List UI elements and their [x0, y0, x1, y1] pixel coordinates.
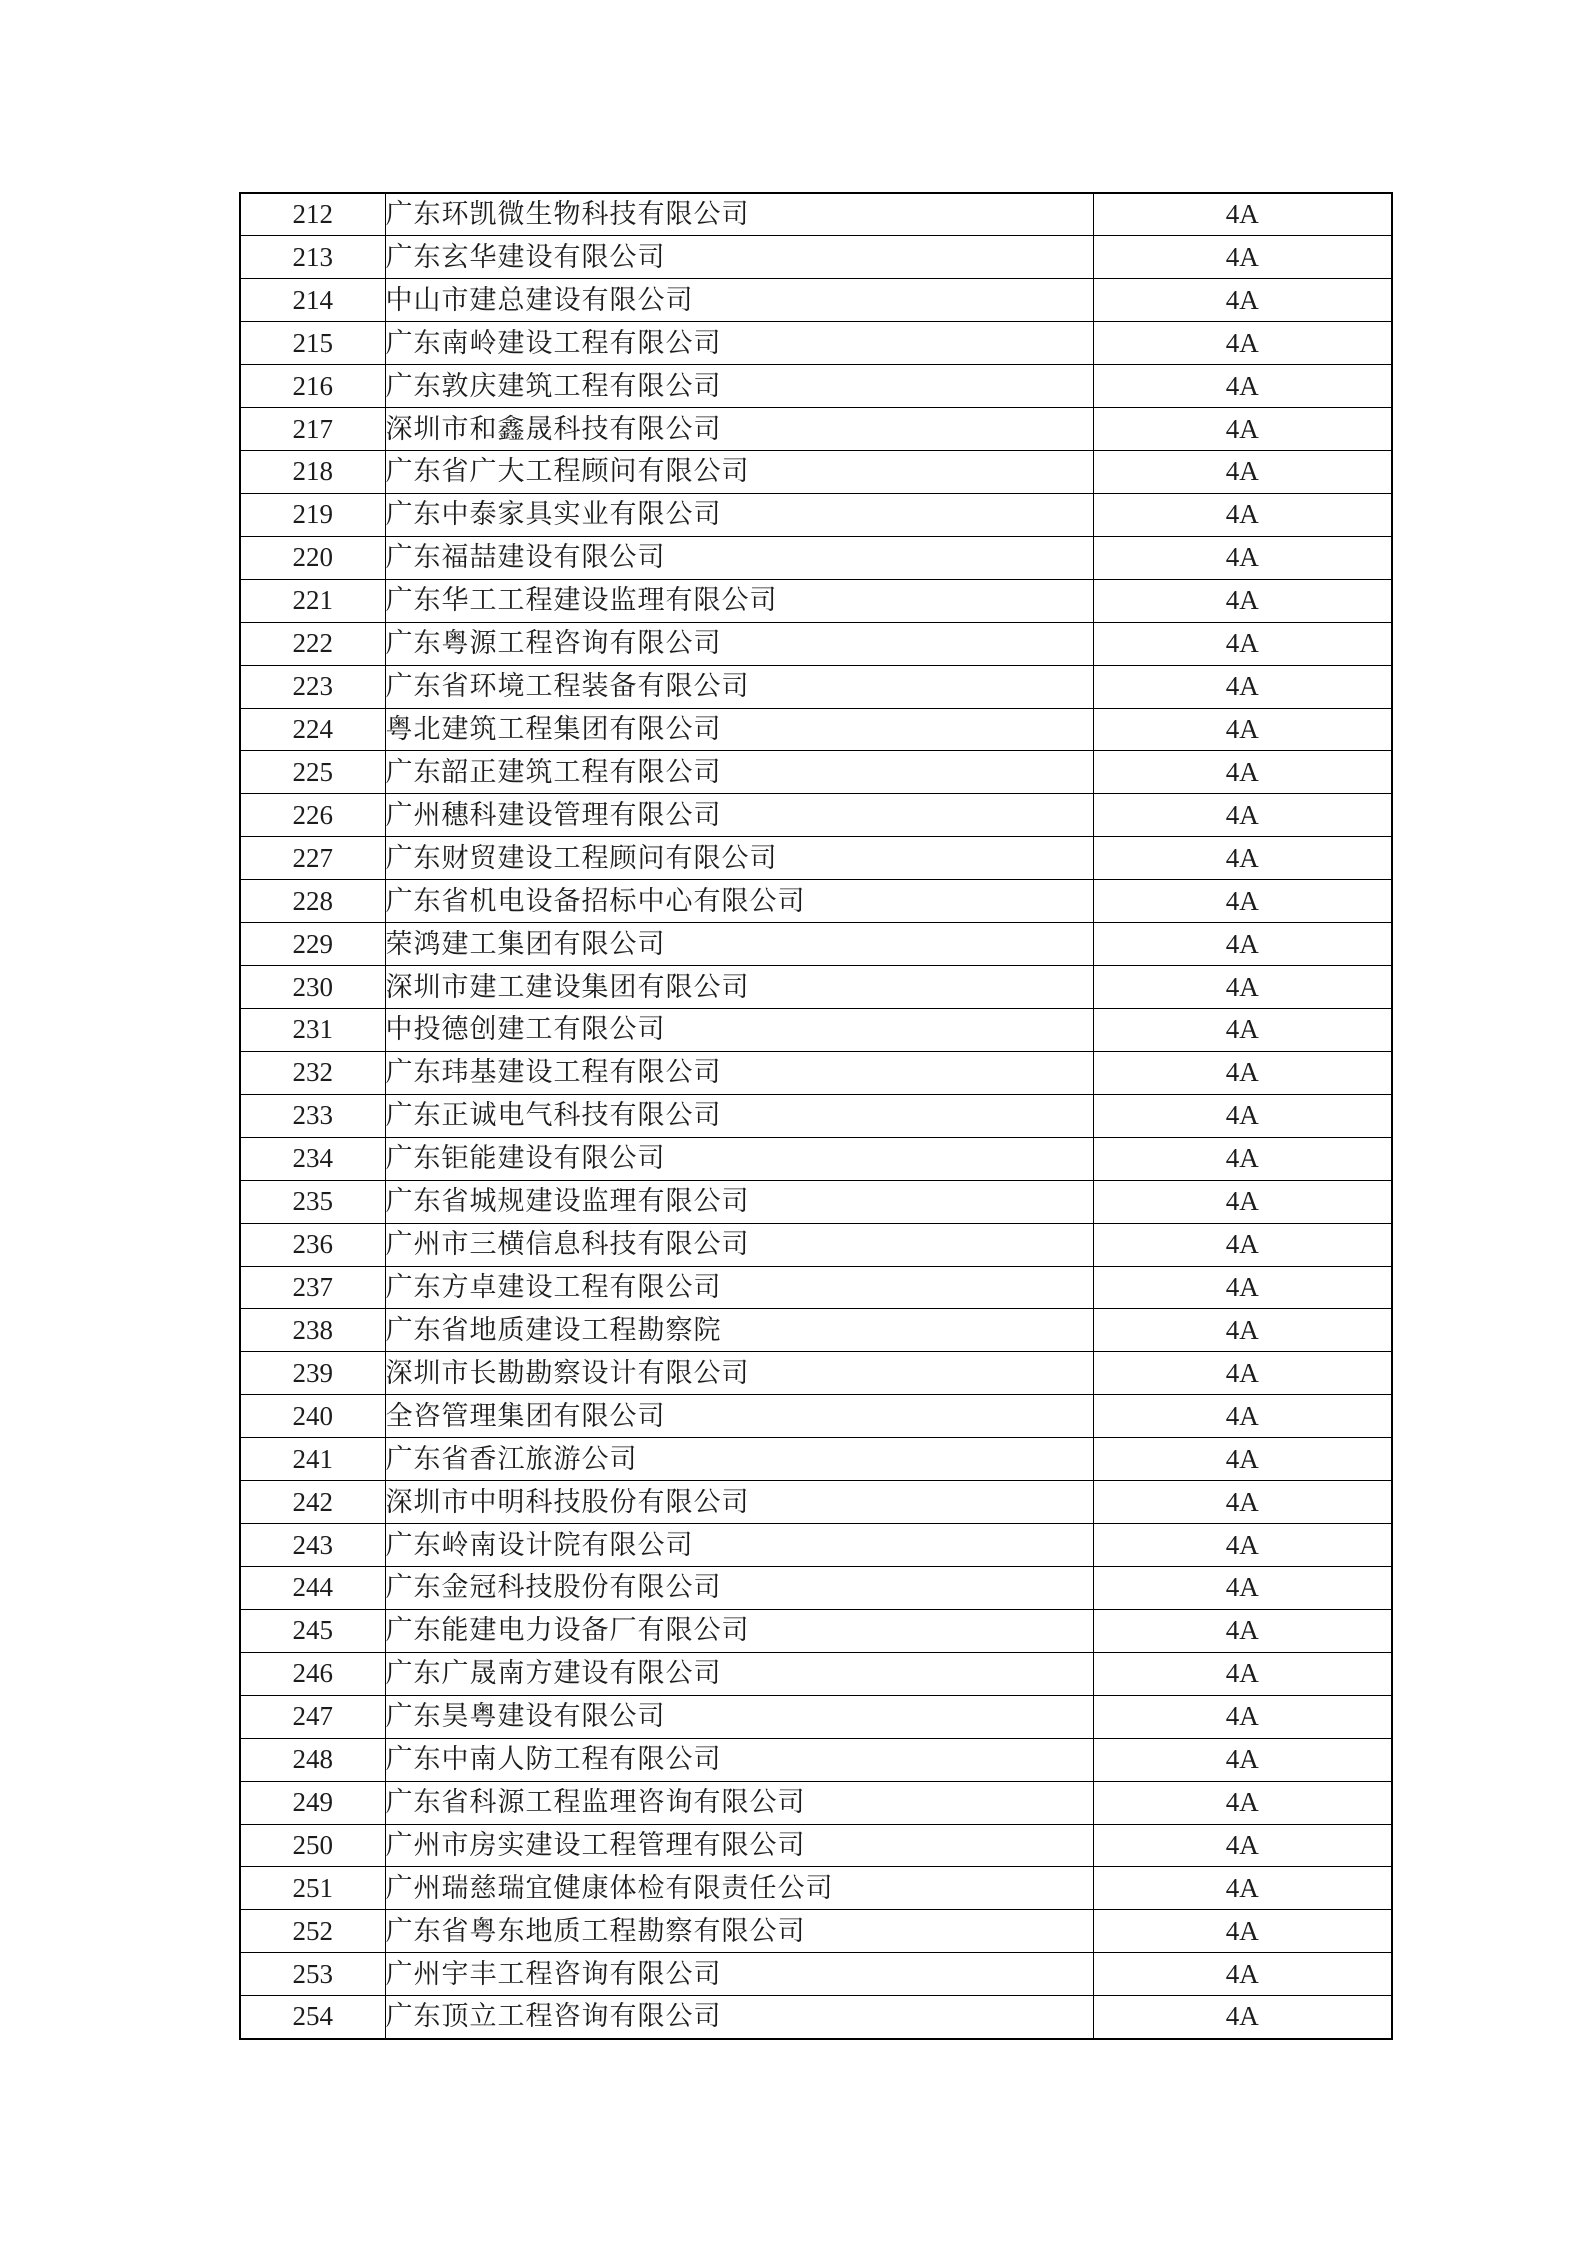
- table-row: [240, 279, 1392, 322]
- rating-value: 4A: [1093, 708, 1392, 751]
- table-row: [240, 1009, 1392, 1052]
- rating-value: 4A: [1093, 1223, 1392, 1266]
- table-row: [240, 1481, 1392, 1524]
- row-number: 217: [240, 408, 385, 451]
- company-name: 广东环凯微生物科技有限公司: [385, 193, 1093, 236]
- company-name: 广东南岭建设工程有限公司: [385, 322, 1093, 365]
- rating-value: 4A: [1093, 1094, 1392, 1137]
- table-row: [240, 236, 1392, 279]
- company-name: 广东华工工程建设监理有限公司: [385, 579, 1093, 622]
- rating-value: 4A: [1093, 665, 1392, 708]
- rating-value: 4A: [1093, 1009, 1392, 1052]
- row-number: 218: [240, 451, 385, 494]
- table-row: [240, 1137, 1392, 1180]
- table-row: [240, 1910, 1392, 1953]
- table-row: [240, 1266, 1392, 1309]
- table-row: [240, 1609, 1392, 1652]
- rating-value: 4A: [1093, 1567, 1392, 1610]
- row-number: 220: [240, 536, 385, 579]
- table-row: [240, 1824, 1392, 1867]
- row-number: 235: [240, 1180, 385, 1223]
- table-row: [240, 1094, 1392, 1137]
- company-name: 广州瑞慈瑞宜健康体检有限责任公司: [385, 1867, 1093, 1910]
- rating-value: 4A: [1093, 579, 1392, 622]
- table-row: [240, 966, 1392, 1009]
- company-name: 广东省机电设备招标中心有限公司: [385, 880, 1093, 923]
- rating-value: 4A: [1093, 1481, 1392, 1524]
- row-number: 215: [240, 322, 385, 365]
- row-number: 243: [240, 1524, 385, 1567]
- company-name: 广东昊粤建设有限公司: [385, 1695, 1093, 1738]
- company-name: 广东金冠科技股份有限公司: [385, 1567, 1093, 1610]
- row-number: 238: [240, 1309, 385, 1352]
- row-number: 246: [240, 1652, 385, 1695]
- table-row: [240, 365, 1392, 408]
- rating-value: 4A: [1093, 408, 1392, 451]
- row-number: 213: [240, 236, 385, 279]
- table-row: [240, 1180, 1392, 1223]
- table-row: [240, 1738, 1392, 1781]
- company-name: 广东韶正建筑工程有限公司: [385, 751, 1093, 794]
- company-name: 深圳市建工建设集团有限公司: [385, 966, 1093, 1009]
- company-name: 深圳市中明科技股份有限公司: [385, 1481, 1093, 1524]
- company-name: 粤北建筑工程集团有限公司: [385, 708, 1093, 751]
- company-name: 中山市建总建设有限公司: [385, 279, 1093, 322]
- table-row: [240, 622, 1392, 665]
- row-number: 237: [240, 1266, 385, 1309]
- rating-value: 4A: [1093, 1953, 1392, 1996]
- row-number: 224: [240, 708, 385, 751]
- company-name: 广东岭南设计院有限公司: [385, 1524, 1093, 1567]
- rating-value: 4A: [1093, 1996, 1392, 2039]
- table-row: [240, 1867, 1392, 1910]
- row-number: 221: [240, 579, 385, 622]
- company-name: 广东财贸建设工程顾问有限公司: [385, 837, 1093, 880]
- rating-value: 4A: [1093, 1738, 1392, 1781]
- row-number: 252: [240, 1910, 385, 1953]
- rating-value: 4A: [1093, 1910, 1392, 1953]
- row-number: 232: [240, 1051, 385, 1094]
- company-name: 广东省粤东地质工程勘察有限公司: [385, 1910, 1093, 1953]
- company-name: 广东省地质建设工程勘察院: [385, 1309, 1093, 1352]
- table-row: [240, 1438, 1392, 1481]
- table-row: [240, 451, 1392, 494]
- rating-value: 4A: [1093, 1309, 1392, 1352]
- row-number: 249: [240, 1781, 385, 1824]
- rating-value: 4A: [1093, 193, 1392, 236]
- company-name: 广东粤源工程咨询有限公司: [385, 622, 1093, 665]
- rating-value: 4A: [1093, 1824, 1392, 1867]
- table-row: [240, 665, 1392, 708]
- rating-value: 4A: [1093, 1395, 1392, 1438]
- table-row: [240, 923, 1392, 966]
- rating-value: 4A: [1093, 1438, 1392, 1481]
- row-number: 233: [240, 1094, 385, 1137]
- row-number: 244: [240, 1567, 385, 1610]
- company-name: 广州穗科建设管理有限公司: [385, 794, 1093, 837]
- row-number: 225: [240, 751, 385, 794]
- rating-value: 4A: [1093, 236, 1392, 279]
- company-name: 广东省环境工程装备有限公司: [385, 665, 1093, 708]
- table-row: [240, 1652, 1392, 1695]
- company-name: 深圳市长勘勘察设计有限公司: [385, 1352, 1093, 1395]
- rating-value: 4A: [1093, 1524, 1392, 1567]
- rating-value: 4A: [1093, 880, 1392, 923]
- table-row: [240, 1567, 1392, 1610]
- rating-value: 4A: [1093, 837, 1392, 880]
- company-name: 广东省广大工程顾问有限公司: [385, 451, 1093, 494]
- company-name: 广东玮基建设工程有限公司: [385, 1051, 1093, 1094]
- rating-value: 4A: [1093, 1352, 1392, 1395]
- company-name: 广东方卓建设工程有限公司: [385, 1266, 1093, 1309]
- company-name: 广东正诚电气科技有限公司: [385, 1094, 1093, 1137]
- company-rating-table: [239, 192, 1393, 2040]
- table-row: [240, 1395, 1392, 1438]
- table-row: [240, 1524, 1392, 1567]
- rating-value: 4A: [1093, 536, 1392, 579]
- row-number: 254: [240, 1996, 385, 2039]
- table-row: [240, 794, 1392, 837]
- table-row: [240, 493, 1392, 536]
- row-number: 245: [240, 1609, 385, 1652]
- table-row: [240, 1309, 1392, 1352]
- row-number: 236: [240, 1223, 385, 1266]
- rating-value: 4A: [1093, 1695, 1392, 1738]
- rating-value: 4A: [1093, 1652, 1392, 1695]
- row-number: 247: [240, 1695, 385, 1738]
- company-name: 广州市三横信息科技有限公司: [385, 1223, 1093, 1266]
- row-number: 253: [240, 1953, 385, 1996]
- company-name: 广东顶立工程咨询有限公司: [385, 1996, 1093, 2039]
- table-row: [240, 322, 1392, 365]
- table-row: [240, 837, 1392, 880]
- row-number: 234: [240, 1137, 385, 1180]
- rating-value: 4A: [1093, 966, 1392, 1009]
- table-row: [240, 1695, 1392, 1738]
- rating-value: 4A: [1093, 794, 1392, 837]
- company-name: 广东钜能建设有限公司: [385, 1137, 1093, 1180]
- table-row: [240, 751, 1392, 794]
- company-name: 荣鸿建工集团有限公司: [385, 923, 1093, 966]
- rating-value: 4A: [1093, 1266, 1392, 1309]
- row-number: 230: [240, 966, 385, 1009]
- company-name: 广东省科源工程监理咨询有限公司: [385, 1781, 1093, 1824]
- rating-value: 4A: [1093, 622, 1392, 665]
- table-body: [240, 193, 1392, 2039]
- rating-value: 4A: [1093, 1609, 1392, 1652]
- company-name: 广东能建电力设备厂有限公司: [385, 1609, 1093, 1652]
- company-name: 中投德创建工有限公司: [385, 1009, 1093, 1052]
- rating-value: 4A: [1093, 751, 1392, 794]
- rating-value: 4A: [1093, 923, 1392, 966]
- row-number: 242: [240, 1481, 385, 1524]
- company-name: 广东玄华建设有限公司: [385, 236, 1093, 279]
- table-row: [240, 1051, 1392, 1094]
- company-name: 广东中南人防工程有限公司: [385, 1738, 1093, 1781]
- company-name: 广东敦庆建筑工程有限公司: [385, 365, 1093, 408]
- rating-value: 4A: [1093, 1180, 1392, 1223]
- table-row: [240, 708, 1392, 751]
- company-name: 广州宇丰工程咨询有限公司: [385, 1953, 1093, 1996]
- company-name: 广东中泰家具实业有限公司: [385, 493, 1093, 536]
- row-number: 212: [240, 193, 385, 236]
- company-name: 广东福喆建设有限公司: [385, 536, 1093, 579]
- rating-value: 4A: [1093, 1781, 1392, 1824]
- row-number: 214: [240, 279, 385, 322]
- row-number: 239: [240, 1352, 385, 1395]
- row-number: 241: [240, 1438, 385, 1481]
- row-number: 223: [240, 665, 385, 708]
- table-row: [240, 579, 1392, 622]
- table-row: [240, 1352, 1392, 1395]
- company-name: 广东省香江旅游公司: [385, 1438, 1093, 1481]
- row-number: 248: [240, 1738, 385, 1781]
- row-number: 216: [240, 365, 385, 408]
- table-row: [240, 1223, 1392, 1266]
- table-row: [240, 536, 1392, 579]
- rating-value: 4A: [1093, 365, 1392, 408]
- company-name: 广东广晟南方建设有限公司: [385, 1652, 1093, 1695]
- table-row: [240, 880, 1392, 923]
- row-number: 231: [240, 1009, 385, 1052]
- row-number: 240: [240, 1395, 385, 1438]
- rating-value: 4A: [1093, 322, 1392, 365]
- rating-value: 4A: [1093, 279, 1392, 322]
- table-row: [240, 408, 1392, 451]
- rating-value: 4A: [1093, 451, 1392, 494]
- company-name: 广东省城规建设监理有限公司: [385, 1180, 1093, 1223]
- rating-value: 4A: [1093, 1867, 1392, 1910]
- row-number: 222: [240, 622, 385, 665]
- table-row: [240, 1953, 1392, 1996]
- row-number: 228: [240, 880, 385, 923]
- rating-value: 4A: [1093, 1051, 1392, 1094]
- table-row: [240, 193, 1392, 236]
- rating-value: 4A: [1093, 1137, 1392, 1180]
- company-name: 全咨管理集团有限公司: [385, 1395, 1093, 1438]
- row-number: 229: [240, 923, 385, 966]
- row-number: 251: [240, 1867, 385, 1910]
- table-row: [240, 1996, 1392, 2039]
- row-number: 226: [240, 794, 385, 837]
- row-number: 227: [240, 837, 385, 880]
- company-name: 深圳市和鑫晟科技有限公司: [385, 408, 1093, 451]
- rating-value: 4A: [1093, 493, 1392, 536]
- table-row: [240, 1781, 1392, 1824]
- row-number: 219: [240, 493, 385, 536]
- row-number: 250: [240, 1824, 385, 1867]
- company-name: 广州市房实建设工程管理有限公司: [385, 1824, 1093, 1867]
